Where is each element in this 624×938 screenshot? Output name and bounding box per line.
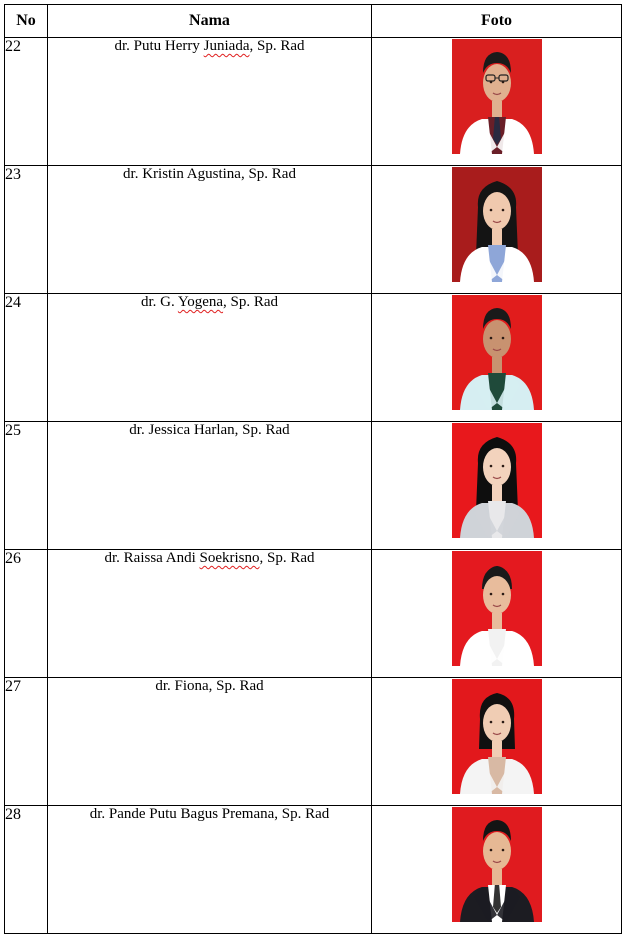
doctor-name [48,678,372,806]
doctor-photo [452,295,542,410]
spellcheck-flagged-word: Juniada [203,38,250,54]
doctor-photo [452,167,542,282]
doctor-name [48,806,372,934]
photo-cell [372,806,622,934]
header-nama: Nama [48,5,372,38]
table-row [5,806,622,934]
portrait-icon [452,551,542,666]
photo-cell [372,550,622,678]
row-number: 27 [5,678,48,806]
row-number: 22 [5,38,48,166]
row-number: 24 [5,294,48,422]
table-row [5,550,622,678]
portrait-icon [452,167,542,282]
doctor-photo [452,423,542,538]
photo-cell [372,294,622,422]
row-number: 28 [5,806,48,934]
doctor-photo [452,807,542,922]
name-text: dr. Pande Putu Bagus Premana, Sp. Rad [89,806,330,822]
doctor-name [48,166,372,294]
doctor-name [48,294,372,422]
name-text: dr. Putu Herry [114,38,204,54]
doctors-table [4,4,622,934]
portrait-icon [452,295,542,410]
table-row [5,422,622,550]
table-row [5,294,622,422]
portrait-icon [452,39,542,154]
portrait-icon [452,679,542,794]
header-foto: Foto [372,5,622,38]
name-text: dr. G. [140,294,178,310]
name-text: , Sp. Rad [223,294,279,310]
doctor-photo [452,551,542,666]
name-text: , Sp. Rad [249,38,305,54]
doctor-name [48,422,372,550]
photo-cell [372,166,622,294]
table-row [5,678,622,806]
row-number: 25 [5,422,48,550]
portrait-icon [452,807,542,922]
name-text: dr. Kristin Agustina, Sp. Rad [123,166,296,182]
row-number: 26 [5,550,48,678]
spellcheck-flagged-word: Soekrisno [199,550,260,566]
row-number: 23 [5,166,48,294]
doctor-name [48,38,372,166]
spellcheck-flagged-word: Yogena [177,294,224,310]
photo-cell [372,422,622,550]
name-text: dr. Raissa Andi [104,550,200,566]
table-row [5,166,622,294]
doctor-photo [452,679,542,794]
doctor-photo [452,39,542,154]
photo-cell [372,38,622,166]
name-text: dr. Fiona, Sp. Rad [155,678,264,694]
header-row [5,5,622,38]
table-row [5,38,622,166]
header-no: No [5,5,48,38]
portrait-icon [452,423,542,538]
name-text: dr. Jessica Harlan, Sp. Rad [129,422,290,438]
name-text: , Sp. Rad [259,550,315,566]
photo-cell [372,678,622,806]
doctor-name [48,550,372,678]
